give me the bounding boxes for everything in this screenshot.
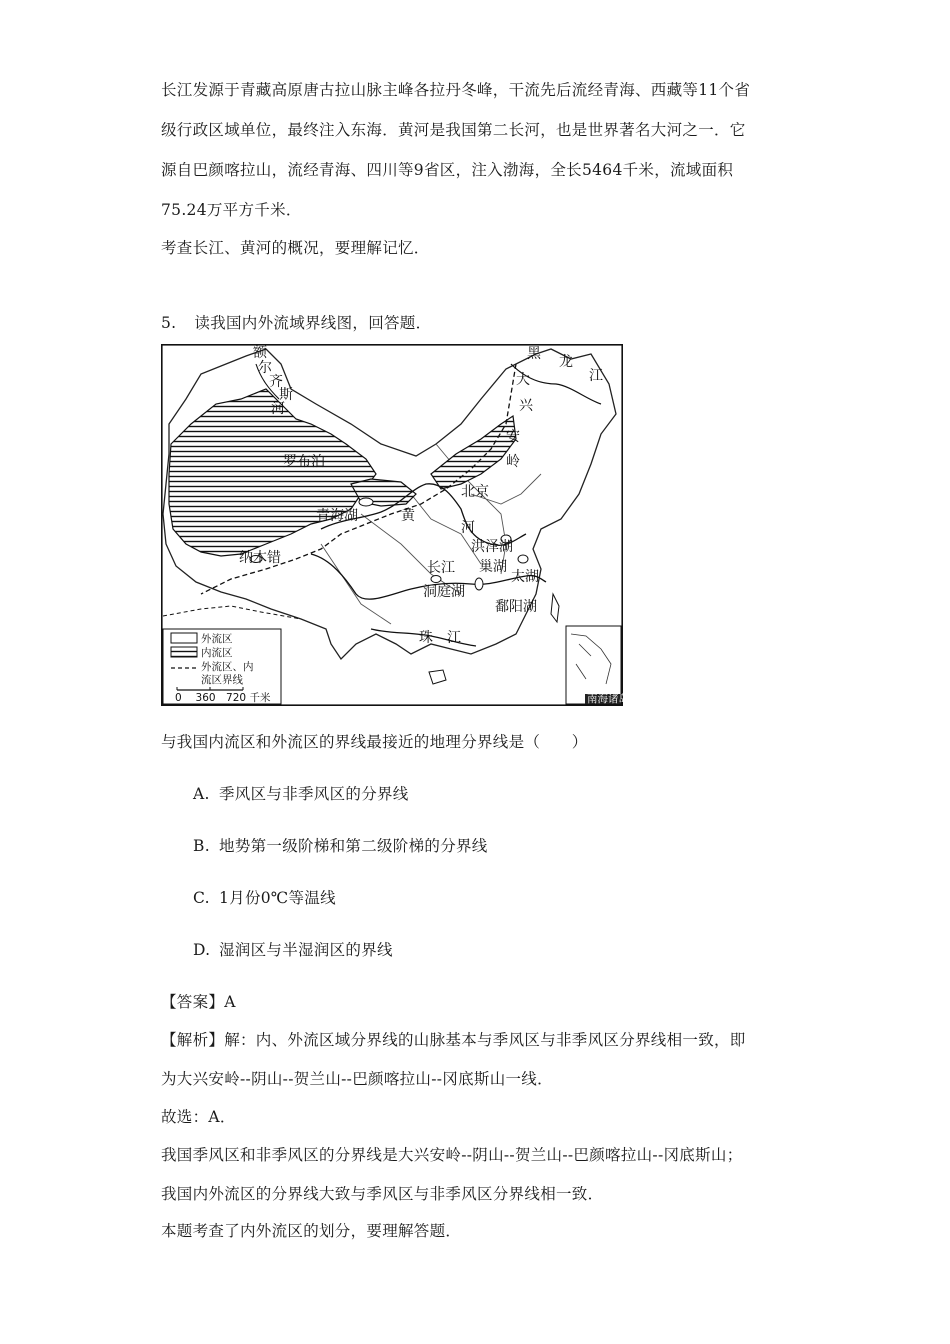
- label-hongzehu: 洪泽湖: [471, 539, 513, 555]
- analysis-line-3: 故选：A．: [161, 1108, 236, 1126]
- label-dxal-char: 兴: [519, 398, 533, 414]
- label-heilong-char: 江: [589, 368, 603, 384]
- label-huang: 黄: [401, 508, 415, 524]
- option-c-label: C.: [193, 889, 210, 907]
- label-dxal-char: 岭: [506, 454, 520, 470]
- label-chaohu: 巢湖: [479, 559, 507, 575]
- label-heilong-char: 黑: [527, 346, 541, 362]
- poyang-lake: [475, 578, 483, 590]
- option-b[interactable]: [193, 834, 488, 856]
- label-luobupo: 罗布泊: [283, 454, 325, 470]
- map-legend: [163, 629, 281, 704]
- option-a-label: A.: [193, 785, 210, 803]
- intro-line-2: 级行政区域单位，最终注入东海．黄河是我国第二长河，也是世界著名大河之一．它: [161, 121, 746, 139]
- question-number: 5.: [161, 314, 177, 332]
- answer-value: A: [224, 993, 236, 1011]
- label-taihu: 太湖: [511, 569, 539, 585]
- legend-outer-label: 外流区: [201, 633, 233, 645]
- analysis-text-1: 解：内、外流区域分界线的山脉基本与季风区与非季风区分界线相一致，即: [224, 1031, 746, 1049]
- tai-lake: [518, 555, 528, 563]
- legend-swatch-inner: [171, 647, 197, 657]
- option-c[interactable]: [193, 886, 336, 908]
- label-zhujiang: 珠 江: [419, 630, 461, 646]
- legend-inner-label: 内流区: [201, 647, 233, 659]
- intro-line-5: 考查长江、黄河的概况，要理解记忆．: [161, 239, 430, 257]
- label-nanhai: 南海诸岛: [587, 693, 629, 705]
- label-erqisi-char: 斯: [279, 387, 293, 403]
- label-he: 河: [461, 520, 475, 536]
- answer-line: [161, 990, 236, 1012]
- analysis-line-5: 我国内外流区的分界线大致与季风区与非季风区分界线相一致．: [161, 1185, 604, 1203]
- label-changjiang: 长江: [427, 560, 455, 576]
- label-poyanghu: 鄱阳湖: [495, 599, 537, 615]
- question-prompt: 读我国内外流域界线图，回答题．: [194, 314, 432, 332]
- intro-line-4: 75.24万平方千米．: [161, 201, 302, 219]
- label-beijing: 北京: [461, 484, 489, 500]
- intro-line-1: 长江发源于青藏高原唐古拉山脉主峰各拉丹冬峰，干流先后流经青海、西藏等11个省: [161, 81, 751, 99]
- label-erqisi-char: 额: [253, 345, 267, 361]
- option-d-text: 湿润区与半湿润区的界线: [219, 941, 393, 959]
- label-erqisi-char: 河: [271, 401, 285, 417]
- analysis-line-6: 本题考查了内外流区的划分，要理解答题．: [161, 1222, 462, 1240]
- drainage-basin-map: [161, 344, 629, 706]
- option-a-text: 季风区与非季风区的分界线: [219, 785, 409, 803]
- label-qinghaihu: 青海湖: [316, 508, 358, 524]
- label-dxal-char: 安: [506, 429, 520, 445]
- option-c-text: 1月份0℃等温线: [219, 889, 336, 907]
- dongting-lake: [431, 576, 441, 583]
- option-b-label: B.: [193, 837, 210, 855]
- label-erqisi-char: 尔: [258, 360, 272, 376]
- nanhai-inset: [566, 626, 629, 705]
- label-heilong-char: 龙: [559, 354, 573, 370]
- qinghai-lake: [359, 498, 373, 506]
- option-a[interactable]: [193, 782, 409, 804]
- question-stem: 与我国内流区和外流区的界线最接近的地理分界线是（ ）: [161, 733, 588, 751]
- question-header: [161, 311, 431, 333]
- legend-boundary-label-2: 流区界线: [201, 674, 243, 686]
- option-d[interactable]: [193, 938, 393, 960]
- legend-scale-label: 0 360 720 千米: [175, 692, 271, 704]
- intro-line-3: 源自巴颜喀拉山，流经青海、四川等9省区，注入渤海，全长5464千米，流域面积: [161, 161, 734, 179]
- answer-heading: 【答案】: [161, 993, 225, 1011]
- label-dongtinghu: 洞庭湖: [423, 584, 465, 600]
- legend-swatch-outer: [171, 633, 197, 643]
- label-dxal-char: 大: [516, 372, 530, 388]
- label-namucuo: 纳木错: [239, 550, 281, 566]
- option-b-text: 地势第一级阶梯和第二级阶梯的分界线: [219, 837, 488, 855]
- legend-boundary-label-1: 外流区、内: [201, 661, 254, 673]
- analysis-line-1: [161, 1028, 746, 1050]
- analysis-line-2: 为大兴安岭--阴山--贺兰山--巴颜喀拉山--冈底斯山一线．: [161, 1070, 553, 1088]
- analysis-line-4: 我国季风区和非季风区的分界线是大兴安岭--阴山--贺兰山--巴颜喀拉山--冈底斯山；: [161, 1146, 743, 1164]
- analysis-heading: 【解析】: [161, 1031, 225, 1049]
- label-erqisi-char: 齐: [269, 374, 283, 390]
- option-d-label: D.: [193, 941, 211, 959]
